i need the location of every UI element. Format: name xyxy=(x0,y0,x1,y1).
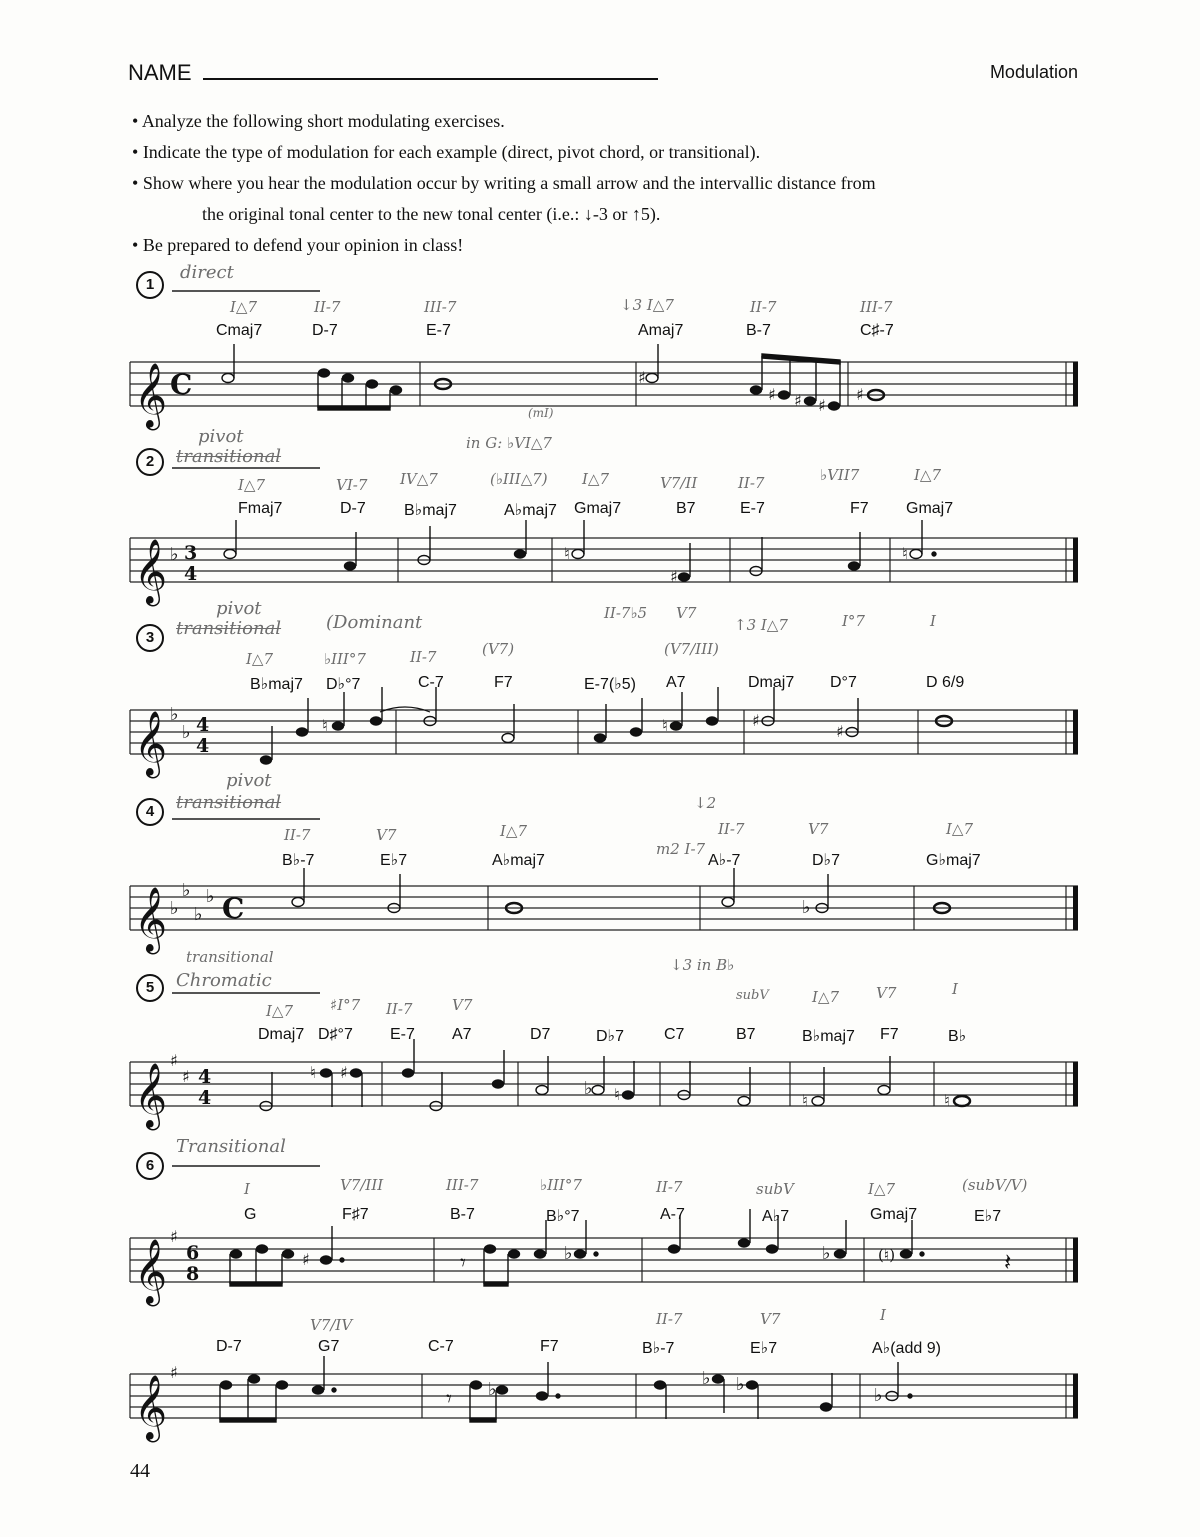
chord-symbol: D♯°7 xyxy=(318,1026,353,1043)
roman-numeral: I△7 xyxy=(582,470,610,488)
svg-text:3: 3 xyxy=(184,542,198,564)
roman-numeral: II-7 xyxy=(738,474,765,492)
roman-numeral: I△7 xyxy=(812,988,840,1006)
svg-text:4: 4 xyxy=(196,714,210,736)
svg-text:4: 4 xyxy=(184,563,198,585)
roman-numeral: III-7 xyxy=(860,298,893,316)
instruction-item: the original tonal center to the new tonal center (i.e.: ↓-3 or ↑5). xyxy=(202,204,661,224)
chord-symbol: D7 xyxy=(530,1026,551,1043)
chord-symbol: B♭maj7 xyxy=(404,502,457,519)
svg-text:𝄞: 𝄞 xyxy=(134,539,168,604)
roman-numeral: (V7) xyxy=(482,640,515,658)
chord-symbol: B-7 xyxy=(746,322,771,339)
chord-symbol: Gmaj7 xyxy=(906,500,954,517)
roman-numeral: III-7 xyxy=(446,1176,479,1194)
roman-numeral: V7/II xyxy=(660,474,698,492)
svg-text:♯: ♯ xyxy=(170,1363,178,1382)
roman-numeral: V7 xyxy=(760,1310,781,1328)
instruction-item: • Show where you hear the modulation occur by writing a small arrow and the intervallic distance from xyxy=(132,168,1092,199)
roman-numeral: II-7 xyxy=(718,820,745,838)
svg-text:♮: ♮ xyxy=(802,1091,808,1110)
analysis-note: (V7/III) xyxy=(664,640,719,658)
svg-text:𝄞: 𝄞 xyxy=(134,711,168,776)
svg-text:𝄞: 𝄞 xyxy=(134,1375,168,1440)
chord-symbol: Dmaj7 xyxy=(748,674,795,691)
chord-symbol: B♭-7 xyxy=(282,852,315,869)
roman-numeral: V7 xyxy=(808,820,829,838)
roman-numeral: ♯I°7 xyxy=(330,996,361,1014)
chord-symbol: B-7 xyxy=(450,1206,475,1223)
chord-symbol: B7 xyxy=(676,500,696,517)
instruction-item: • Be prepared to defend your opinion in class! xyxy=(132,230,1092,261)
svg-text:♮: ♮ xyxy=(322,716,328,735)
roman-numeral: V7 xyxy=(376,826,397,844)
svg-text:6: 6 xyxy=(186,1242,200,1264)
chord-symbol: B♭ xyxy=(948,1028,967,1045)
chord-symbol: G xyxy=(244,1206,257,1223)
chord-symbol: D-7 xyxy=(340,500,366,517)
svg-text:♭: ♭ xyxy=(822,1243,831,1264)
chord-symbol: C-7 xyxy=(418,674,444,691)
svg-text:♯: ♯ xyxy=(856,385,864,404)
chord-symbol: E-7 xyxy=(426,322,451,339)
chord-symbol: Fmaj7 xyxy=(238,500,283,517)
svg-text:♮: ♮ xyxy=(662,716,668,735)
chord-symbol: B♭maj7 xyxy=(802,1028,855,1045)
exercise-label: pivot xyxy=(226,770,272,791)
music-staff xyxy=(0,350,1200,430)
chord-symbol: E-7 xyxy=(740,500,765,517)
music-staff xyxy=(0,1050,1200,1130)
svg-text:♭: ♭ xyxy=(170,704,179,725)
roman-numeral: V7 xyxy=(452,996,473,1014)
label-note: Chromatic xyxy=(176,970,272,991)
svg-text:♯: ♯ xyxy=(794,391,802,410)
svg-text:♭: ♭ xyxy=(488,1379,497,1400)
roman-numeral: I△7 xyxy=(266,1002,294,1020)
label-note: (Dominant xyxy=(326,612,423,633)
chord-symbol: A7 xyxy=(452,1026,472,1043)
svg-text:♯: ♯ xyxy=(302,1250,310,1269)
instruction-item: • Indicate the type of modulation for each example (direct, pivot chord, or transitional). xyxy=(132,137,1092,168)
roman-numeral: II-7 xyxy=(284,826,311,844)
svg-text:8: 8 xyxy=(186,1263,200,1285)
svg-text:♭: ♭ xyxy=(802,897,811,918)
svg-text:4: 4 xyxy=(198,1066,212,1088)
svg-text:♯: ♯ xyxy=(340,1063,348,1082)
svg-text:𝄞: 𝄞 xyxy=(134,1063,168,1128)
exercise-number: 6 xyxy=(136,1152,164,1180)
svg-text:♭: ♭ xyxy=(170,898,179,919)
svg-text:𝄾: 𝄾 xyxy=(460,1251,466,1276)
roman-numeral: II-7 xyxy=(314,298,341,316)
chord-symbol: F7 xyxy=(880,1026,899,1043)
exercise-label: pivot xyxy=(198,426,244,447)
svg-text:♯: ♯ xyxy=(670,567,678,586)
roman-numeral: subV xyxy=(756,1180,794,1198)
svg-text:C: C xyxy=(222,892,245,925)
name-label: NAME xyxy=(128,60,192,85)
struck-label: transitional xyxy=(176,446,282,467)
exercise-label: Transitional xyxy=(176,1136,286,1157)
chord-symbol: E♭7 xyxy=(974,1208,1002,1225)
roman-numeral: I°7 xyxy=(842,612,865,630)
svg-text:♭: ♭ xyxy=(736,1374,745,1395)
chord-symbol: D°7 xyxy=(830,674,857,691)
roman-numeral: I△7 xyxy=(914,466,942,484)
roman-numeral: II-7 xyxy=(750,298,777,316)
exercise-number: 5 xyxy=(136,974,164,1002)
svg-text:♭: ♭ xyxy=(874,1385,883,1406)
chord-symbol: Amaj7 xyxy=(638,322,684,339)
svg-text:♯: ♯ xyxy=(638,368,646,387)
music-staff xyxy=(0,874,1200,954)
music-staff xyxy=(0,1226,1200,1306)
roman-numeral: IV△7 xyxy=(400,470,438,488)
svg-text:(♮): (♮) xyxy=(878,1246,896,1264)
roman-numeral: ♭VII7 xyxy=(820,466,860,484)
exercise-label: direct xyxy=(180,262,234,283)
chord-symbol: D♭7 xyxy=(812,852,840,869)
chord-symbol: F♯7 xyxy=(342,1206,369,1223)
svg-text:𝄞: 𝄞 xyxy=(134,887,168,952)
analysis-note: in G: ♭VI△7 xyxy=(466,434,552,452)
roman-numeral: ↓3 I△7 xyxy=(620,296,674,314)
roman-numeral: subV xyxy=(736,988,769,1003)
roman-numeral: I△7 xyxy=(868,1180,896,1198)
chord-symbol: Gmaj7 xyxy=(574,500,622,517)
svg-text:♮: ♮ xyxy=(902,544,908,563)
svg-text:♭: ♭ xyxy=(194,904,203,925)
common-time-icon: C xyxy=(170,368,193,401)
exercise-number: 2 xyxy=(136,448,164,476)
svg-text:♯: ♯ xyxy=(182,1067,190,1086)
answer-line[interactable] xyxy=(172,467,320,469)
svg-text:♯: ♯ xyxy=(818,396,826,415)
svg-text:♭: ♭ xyxy=(170,544,179,565)
roman-numeral: I△7 xyxy=(238,476,266,494)
roman-numeral: I△7 xyxy=(230,298,258,316)
chord-symbol: A♭maj7 xyxy=(504,502,557,519)
roman-numeral: V7 xyxy=(876,984,897,1002)
struck-label: transitional xyxy=(176,792,282,813)
chord-symbol: B♭°7 xyxy=(546,1208,580,1225)
roman-numeral: V7/III xyxy=(340,1176,384,1194)
svg-text:♭: ♭ xyxy=(702,1368,711,1389)
analysis-note: ↓2 xyxy=(694,794,717,812)
exercise-number: 3 xyxy=(136,624,164,652)
roman-numeral: V7/IV xyxy=(310,1316,353,1334)
roman-numeral: V7 xyxy=(676,604,697,622)
chord-symbol: E♭7 xyxy=(750,1340,778,1357)
chord-symbol: D-7 xyxy=(312,322,338,339)
roman-numeral: II-7 xyxy=(410,648,437,666)
chord-symbol: Dmaj7 xyxy=(258,1026,305,1043)
svg-text:♭: ♭ xyxy=(564,1243,573,1264)
chord-symbol: B♭-7 xyxy=(642,1340,675,1357)
roman-numeral: I xyxy=(244,1180,250,1198)
chord-symbol: A♭(add 9) xyxy=(872,1340,941,1357)
svg-text:𝄾: 𝄾 xyxy=(446,1387,452,1412)
page-number: 44 xyxy=(130,1460,150,1482)
chord-symbol: F7 xyxy=(540,1338,559,1355)
roman-numeral: I xyxy=(930,612,936,630)
svg-text:4: 4 xyxy=(196,735,210,757)
chord-symbol: F7 xyxy=(850,500,869,517)
svg-text:♯: ♯ xyxy=(170,1227,178,1246)
chord-symbol: E-7 xyxy=(390,1026,415,1043)
chord-symbol: A7 xyxy=(666,674,686,691)
chord-symbol: B♭maj7 xyxy=(250,676,303,693)
roman-numeral: (♭III△7) xyxy=(490,470,548,488)
chord-symbol: G♭maj7 xyxy=(926,852,981,869)
roman-numeral: I△7 xyxy=(946,820,974,838)
chord-symbol: A♭maj7 xyxy=(492,852,545,869)
roman-numeral: ♭III°7 xyxy=(540,1176,582,1194)
analysis-note: (mI) xyxy=(528,406,554,420)
svg-text:♯: ♯ xyxy=(752,711,760,730)
roman-numeral: II-7 xyxy=(656,1310,683,1328)
chord-symbol: G7 xyxy=(318,1338,340,1355)
instructions-list xyxy=(132,106,1092,261)
chord-symbol: D♭°7 xyxy=(326,676,361,693)
instruction-item: • Analyze the following short modulating exercises. xyxy=(132,106,1092,137)
music-staff xyxy=(0,1362,1200,1442)
answer-line[interactable] xyxy=(172,1165,320,1167)
exercise-label: transitional xyxy=(186,948,274,966)
svg-text:♯: ♯ xyxy=(836,722,844,741)
name-field-line[interactable] xyxy=(203,78,658,80)
roman-numeral: I△7 xyxy=(500,822,528,840)
svg-text:♭: ♭ xyxy=(182,722,191,743)
chord-symbol: E♭7 xyxy=(380,852,408,869)
chord-symbol: F7 xyxy=(494,674,513,691)
chord-symbol: D♭7 xyxy=(596,1028,624,1045)
svg-text:𝄞: 𝄞 xyxy=(134,1239,168,1304)
chord-symbol: D 6/9 xyxy=(926,674,965,691)
exercise-number: 1 xyxy=(136,271,164,299)
svg-text:♭: ♭ xyxy=(182,880,191,901)
roman-numeral: I xyxy=(952,980,958,998)
svg-text:♭: ♭ xyxy=(584,1078,593,1099)
svg-text:♯: ♯ xyxy=(768,385,776,404)
music-staff xyxy=(0,698,1200,778)
exercise-number: 4 xyxy=(136,798,164,826)
answer-line[interactable] xyxy=(172,818,320,820)
treble-clef-icon: 𝄞 xyxy=(134,363,168,428)
exercise-label: pivot xyxy=(216,598,262,619)
svg-text:♮: ♮ xyxy=(310,1063,316,1082)
svg-text:𝄽: 𝄽 xyxy=(1004,1248,1012,1276)
svg-text:♭: ♭ xyxy=(206,886,215,907)
roman-numeral: II-7 xyxy=(386,1000,413,1018)
chord-symbol: B7 xyxy=(736,1026,756,1043)
answer-line[interactable] xyxy=(172,992,320,994)
chord-symbol: A♭7 xyxy=(762,1208,790,1225)
svg-text:♯: ♯ xyxy=(170,1051,178,1070)
roman-numeral: II-7♭5 xyxy=(604,604,648,622)
analysis-note: ↓3 in B♭ xyxy=(670,956,735,974)
svg-text:4: 4 xyxy=(198,1087,212,1109)
svg-text:♮: ♮ xyxy=(944,1091,950,1110)
chord-symbol: A♭-7 xyxy=(708,852,741,869)
answer-line[interactable] xyxy=(172,290,320,292)
music-staff xyxy=(0,526,1200,606)
chord-symbol: A-7 xyxy=(660,1206,685,1223)
svg-text:♮: ♮ xyxy=(614,1085,620,1104)
roman-numeral: (subV/V) xyxy=(962,1176,1028,1194)
roman-numeral: VI-7 xyxy=(336,476,368,494)
roman-numeral: m2 I-7 xyxy=(656,840,706,858)
chord-symbol: C7 xyxy=(664,1026,685,1043)
page-topic: Modulation xyxy=(989,62,1078,82)
roman-numeral: III-7 xyxy=(424,298,457,316)
roman-numeral: II-7 xyxy=(656,1178,683,1196)
roman-numeral: I△7 xyxy=(246,650,274,668)
roman-numeral: ♭III°7 xyxy=(324,650,366,668)
svg-text:♮: ♮ xyxy=(564,544,570,563)
chord-symbol: Cmaj7 xyxy=(216,322,263,339)
chord-symbol: Gmaj7 xyxy=(870,1206,918,1223)
chord-symbol: E-7(♭5) xyxy=(584,676,636,693)
chord-symbol: C-7 xyxy=(428,1338,454,1355)
chord-symbol: D-7 xyxy=(216,1338,242,1355)
chord-symbol: C♯-7 xyxy=(860,322,894,339)
struck-label: transitional xyxy=(176,618,282,639)
roman-numeral: ↑3 I△7 xyxy=(734,616,788,634)
roman-numeral: I xyxy=(880,1306,886,1324)
